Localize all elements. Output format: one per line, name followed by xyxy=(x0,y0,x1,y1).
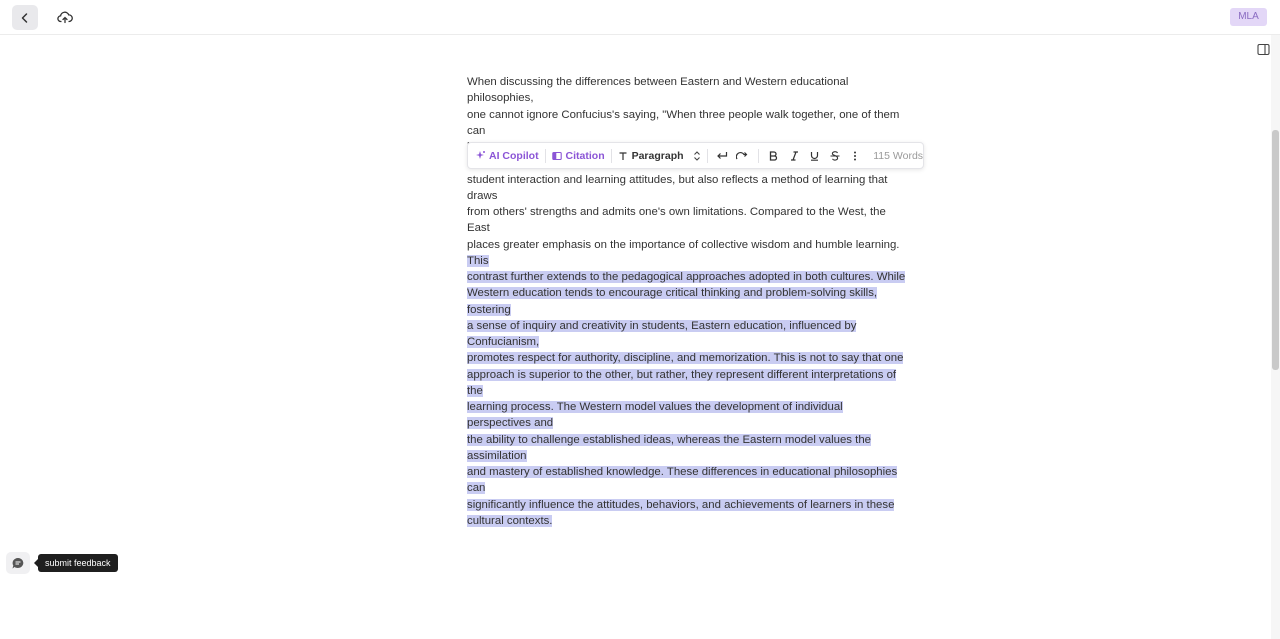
word-count: 115 Words xyxy=(873,149,924,162)
feedback-tooltip: submit feedback xyxy=(38,554,118,572)
scrollbar-thumb[interactable] xyxy=(1272,130,1279,370)
doc-line: from others' strengths and admits one's own limitations. Compared to the West, the East xyxy=(467,206,886,235)
chevron-left-icon xyxy=(19,12,31,24)
selected-text: This xyxy=(467,254,489,267)
selected-text: a sense of inquiry and creativity in students, Eastern education, influenced by Confucianism, xyxy=(467,319,857,348)
selected-text: contrast further extends to the pedagogical approaches adopted in both cultures. While xyxy=(467,271,906,283)
selected-text: Western education tends to encourage critical thinking and problem-solving skills, fostering xyxy=(467,287,878,316)
block-type-select[interactable] xyxy=(612,143,707,168)
sparkle-icon xyxy=(475,150,486,161)
ai-copilot-label: AI Copilot xyxy=(489,149,539,162)
bold-icon xyxy=(769,151,778,161)
divider xyxy=(758,149,759,163)
selected-text: promotes respect for authority, discipline, and memorization. This is not to say that one xyxy=(467,352,904,365)
selected-text: and mastery of established knowledge. These differences in educational philosophies can xyxy=(467,466,898,495)
back-button[interactable] xyxy=(12,5,38,30)
selected-text: the ability to challenge established ideas, whereas the Eastern model values the assimilation xyxy=(467,433,871,462)
undo-icon xyxy=(716,151,728,161)
top-bar xyxy=(0,0,1280,35)
citation-label: Citation xyxy=(565,149,605,162)
underline-icon xyxy=(810,151,819,161)
bold-button[interactable] xyxy=(764,143,784,168)
text-type-icon xyxy=(618,151,628,161)
chat-icon xyxy=(11,557,25,570)
underline-button[interactable] xyxy=(804,143,824,168)
citation-style-badge[interactable]: MLA xyxy=(1230,8,1267,26)
strikethrough-button[interactable] xyxy=(825,143,845,168)
italic-button[interactable] xyxy=(784,143,804,168)
citation-button[interactable] xyxy=(546,143,611,168)
doc-line: student interaction and learning attitudes, but also reflects a method of learning that draws xyxy=(467,173,888,202)
cloud-save-button[interactable] xyxy=(55,7,75,27)
undo-button[interactable] xyxy=(712,143,732,168)
chevron-updown-icon xyxy=(693,151,701,161)
divider xyxy=(707,149,708,163)
selected-text: approach is superior to the other, but rather, they represent different interpretations of the xyxy=(467,368,897,397)
more-options-button[interactable] xyxy=(845,143,865,168)
doc-line: one cannot ignore Confucius's saying, "When three people walk together, one of them can xyxy=(467,108,900,137)
panel-toggle-button[interactable] xyxy=(1257,43,1271,57)
panel-right-icon xyxy=(1257,43,1270,56)
citation-icon xyxy=(552,151,562,161)
cloud-upload-icon xyxy=(57,10,73,24)
selected-text: cultural contexts. xyxy=(467,514,553,527)
strikethrough-icon xyxy=(830,151,840,161)
ai-copilot-button[interactable] xyxy=(468,143,545,168)
selected-text: learning process. The Western model values the development of individual perspectives and xyxy=(467,401,843,430)
more-vertical-icon xyxy=(853,151,857,161)
selected-text: significantly influence the attitudes, behaviors, and achievements of learners in these xyxy=(467,498,895,511)
redo-icon xyxy=(736,151,748,161)
doc-line: When discussing the differences between Eastern and Western educational philosophies, xyxy=(467,76,849,105)
floating-format-toolbar xyxy=(467,142,924,169)
italic-icon xyxy=(790,151,799,161)
block-type-label: Paragraph xyxy=(631,149,684,162)
redo-button[interactable] xyxy=(732,143,752,168)
feedback-button[interactable] xyxy=(6,552,30,574)
doc-line: places greater emphasis on the importance of collective wisdom and humble learning. xyxy=(467,238,900,251)
